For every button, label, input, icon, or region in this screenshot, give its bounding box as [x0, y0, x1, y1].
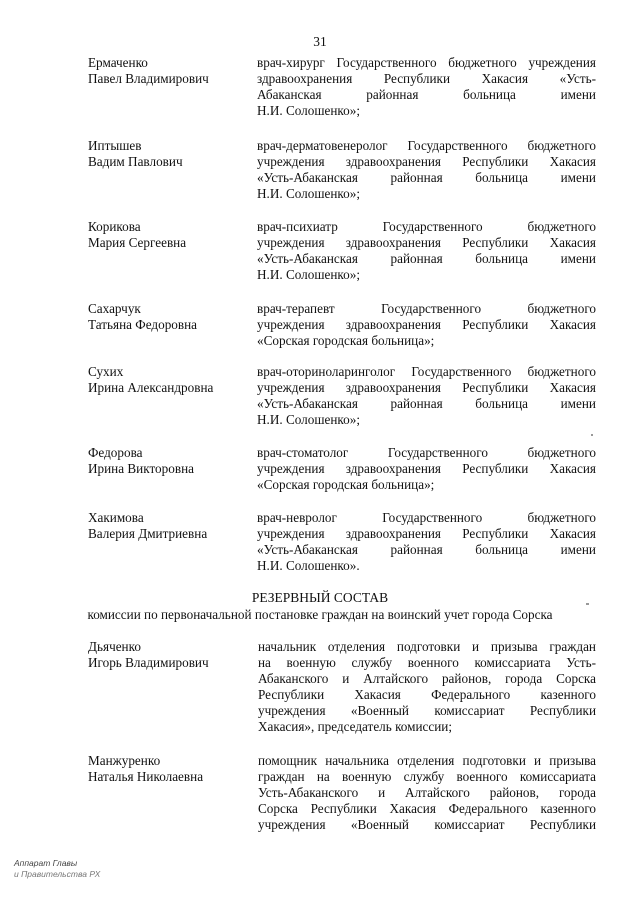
member-given-name: Игорь Владимирович — [88, 655, 209, 670]
position-line: Хакасия», председатель комиссии; — [258, 719, 453, 734]
position-line: врач-невролог Государственного бюджетного — [257, 510, 596, 525]
position-line: Н.И. Солошенко»; — [257, 267, 360, 282]
member-given-name: Наталья Николаевна — [88, 769, 204, 784]
position-line: здравоохранения Республики Хакасия «Усть- — [257, 71, 596, 86]
position-line: «Усть-Абаканская районная больница имени — [257, 542, 596, 557]
position-line: Республики Хакасия Федерального казенного — [258, 687, 596, 702]
member-given-name: Мария Сергеевна — [88, 235, 187, 250]
position-line: начальник отделения подготовки и призыва граждан — [258, 639, 596, 654]
member-position — [257, 219, 596, 283]
reserve-member-name — [88, 639, 248, 671]
position-line: учреждения «Военный комиссариат Республики — [258, 817, 596, 832]
member-given-name: Павел Владимирович — [88, 71, 209, 86]
member-name — [88, 219, 248, 251]
position-line: помощник начальника отделения подготовки и призыва — [258, 753, 596, 768]
position-line: граждан на военную службу военного комиссариата — [258, 769, 596, 784]
scan-speck — [586, 603, 589, 605]
member-position — [257, 364, 596, 428]
position-line: учреждения здравоохранения Республики Хакасия — [257, 380, 596, 395]
member-given-name: Татьяна Федоровна — [88, 317, 198, 332]
member-given-name: Валерия Дмитриевна — [88, 526, 208, 541]
member-name — [88, 301, 248, 333]
member-given-name: Вадим Павлович — [88, 154, 183, 169]
position-line: Усть-Абаканского и Алтайского районов, города — [258, 785, 596, 800]
member-given-name: Ирина Александровна — [88, 380, 214, 395]
position-line: Сорска Республики Хакасия Федерального казенного — [258, 801, 596, 816]
position-line: учреждения здравоохранения Республики Хакасия — [257, 526, 596, 541]
member-given-name: Ирина Викторовна — [88, 461, 194, 476]
position-line: учреждения здравоохранения Республики Хакасия — [257, 317, 596, 332]
member-name — [88, 445, 248, 477]
reserve-member-position — [258, 753, 596, 833]
position-line: «Усть-Абаканская районная больница имени — [257, 170, 596, 185]
position-line: на военную службу военного комиссариата Усть- — [258, 655, 596, 670]
page-number: 31 — [313, 34, 327, 49]
member-name — [88, 364, 248, 396]
reserve-member-name — [88, 753, 248, 785]
position-line: врач-терапевт Государственного бюджетного — [257, 301, 596, 316]
position-line: Н.И. Солошенко»; — [257, 186, 360, 201]
reserve-title: РЕЗЕРВНЫЙ СОСТАВ — [251, 590, 389, 605]
position-line: «Усть-Абаканская районная больница имени — [257, 396, 596, 411]
member-surname: Корикова — [88, 219, 141, 234]
position-line: врач-хирург Государственного бюджетного учреждения — [257, 55, 596, 70]
member-name — [88, 138, 248, 170]
member-name — [88, 55, 248, 87]
member-surname: Манжуренко — [88, 753, 161, 768]
footer-stamp — [14, 858, 100, 880]
member-surname: Сухих — [88, 364, 124, 379]
position-line: «Сорская городская больница»; — [257, 477, 435, 492]
member-surname: Ермаченко — [88, 55, 148, 70]
member-surname: Федорова — [88, 445, 143, 460]
member-surname: Иптышев — [88, 138, 142, 153]
footer-line: и Правительства РХ — [14, 869, 101, 879]
scan-speck — [591, 434, 593, 436]
member-position — [257, 301, 596, 349]
member-position — [257, 445, 596, 493]
position-line: Абаканская районная больница имени — [257, 87, 596, 102]
position-line: учреждения здравоохранения Республики Хакасия — [257, 235, 596, 250]
member-surname: Хакимова — [88, 510, 144, 525]
position-line: врач-дерматовенеролог Государственного бюджетного — [257, 138, 596, 153]
position-line: Абаканского и Алтайского районов, города Сорска — [258, 671, 596, 686]
member-position — [257, 138, 596, 202]
position-line: врач-психиатр Государственного бюджетного — [257, 219, 596, 234]
position-line: «Усть-Абаканская районная больница имени — [257, 251, 596, 266]
reserve-member-position — [258, 639, 596, 735]
member-surname: Сахарчук — [88, 301, 141, 316]
member-position — [257, 510, 596, 574]
position-line: врач-стоматолог Государственного бюджетного — [257, 445, 596, 460]
position-line: «Сорская городская больница»; — [257, 333, 435, 348]
position-line: Н.И. Солошенко». — [257, 558, 360, 573]
member-name — [88, 510, 248, 542]
reserve-subtitle: комиссии по первоначальной постановке граждан на воинский учет города Сорска — [87, 607, 553, 622]
member-position — [257, 55, 596, 119]
position-line: учреждения здравоохранения Республики Хакасия — [257, 154, 596, 169]
footer-line: Аппарат Главы — [14, 858, 78, 868]
member-surname: Дьяченко — [88, 639, 141, 654]
position-line: учреждения «Военный комиссариат Республики — [258, 703, 596, 718]
position-line: учреждения здравоохранения Республики Хакасия — [257, 461, 596, 476]
position-line: Н.И. Солошенко»; — [257, 103, 360, 118]
position-line: врач-оториноларинголог Государственного бюджетного — [257, 364, 596, 379]
position-line: Н.И. Солошенко»; — [257, 412, 360, 427]
